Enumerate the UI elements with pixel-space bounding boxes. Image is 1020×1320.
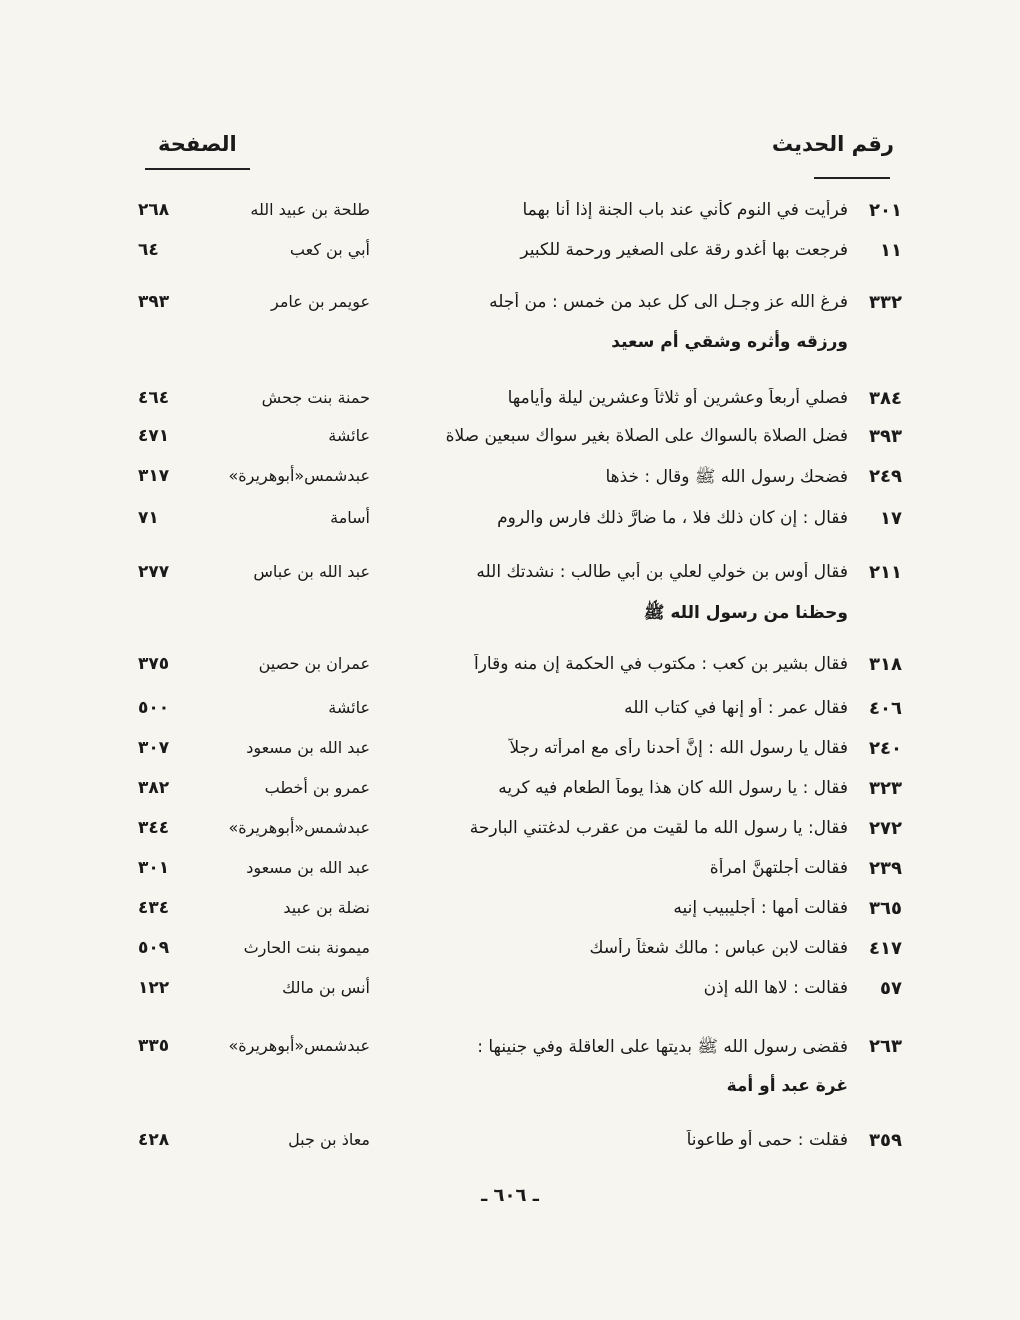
page-reference: ٢٧٧ — [138, 562, 170, 582]
page-reference: ٧١ — [138, 508, 159, 528]
hadith-text: فقال يا رسول الله : إنَّ أحدنا رأى مع امرأته رجلاً — [509, 738, 848, 758]
narrator-name: عبد الله بن مسعود — [246, 738, 370, 757]
hadith-text: فقلت : حمى أو طاعوناً — [686, 1130, 848, 1150]
hadith-number: ٥٧ — [880, 978, 902, 999]
index-entry — [0, 654, 1020, 698]
page-reference: ١٢٢ — [138, 978, 170, 998]
page-heading: الصفحة — [158, 132, 237, 156]
index-entry — [0, 698, 1020, 742]
page-reference: ٤٦٤ — [138, 388, 170, 408]
narrator-name: معاذ بن جبل — [288, 1130, 370, 1149]
page-reference: ٤٢٨ — [138, 1130, 170, 1150]
narrator-name: عائشة — [328, 698, 370, 717]
index-entry — [0, 1130, 1020, 1174]
narrator-name: عبدشمس«أبوهريرة» — [228, 466, 370, 485]
page-reference: ٤٣٤ — [138, 898, 170, 918]
hadith-text: فقالت أمها : أجليبيب إنيه — [673, 898, 848, 918]
hadith-text: فقالت أجلتهنَّ امرأة — [709, 858, 848, 878]
index-entry — [0, 978, 1020, 1022]
index-entry — [0, 938, 1020, 982]
page-reference: ٥٠٠ — [138, 698, 170, 718]
narrator-name: نضلة بن عبيد — [283, 898, 370, 917]
narrator-name: أبي بن كعب — [289, 240, 370, 259]
hadith-text: فصلي أربعاً وعشرين أو ثلاثاً وعشرين ليلة وأيامها — [507, 388, 848, 408]
hadith-number: ٣٢٣ — [869, 778, 902, 799]
hadith-text: فقال: يا رسول الله ما لقيت من عقرب لدغتني البارحة — [469, 818, 848, 838]
hadith-text: فقالت لابن عباس : مالك شعثاً رأسك — [589, 938, 848, 958]
hadith-text: فقال عمر : أو إنها في كتاب الله — [624, 698, 848, 718]
index-entry — [0, 292, 1020, 352]
hadith-number: ٢٤٩ — [869, 466, 902, 487]
page-reference: ٦٤ — [138, 240, 159, 260]
narrator-name: طلحة بن عبيد الله — [250, 200, 370, 219]
hadith-number: ١١ — [880, 240, 902, 261]
hadith-number: ٣٣٢ — [869, 292, 902, 313]
hadith-text: فقال : يا رسول الله كان هذا يوماً الطعام فيه كريه — [498, 778, 848, 798]
narrator-name: أسامة — [330, 508, 370, 527]
index-entry — [0, 898, 1020, 942]
narrator-name: عبدشمس«أبوهريرة» — [228, 1036, 370, 1055]
hadith-number-heading: رقم الحديث — [771, 132, 894, 156]
index-entry — [0, 508, 1020, 552]
index-entry — [0, 466, 1020, 510]
page-reference: ٣٩٣ — [138, 292, 170, 312]
hadith-text: فرجعت بها أغدو رقة على الصغير ورحمة للكبير — [520, 240, 848, 260]
hadith-number: ١٧ — [880, 508, 902, 529]
hadith-text: فقضى رسول الله ﷺ بديتها على العاقلة وفي جنينها : — [477, 1037, 848, 1057]
hadith-text: فضل الصلاة بالسواك على الصلاة بغير سواك سبعين صلاة — [445, 426, 848, 446]
heading-underline-right — [814, 177, 890, 179]
hadith-text: فرأيت في النوم كأني عند باب الجنة إذا أنا بهما — [522, 200, 848, 220]
narrator-name: أنس بن مالك — [282, 978, 370, 997]
hadith-text: فقال بشير بن كعب : مكتوب في الحكمة إن منه وقاراً — [473, 654, 848, 674]
hadith-number: ٢١١ — [869, 562, 902, 583]
hadith-number: ٢٧٢ — [869, 818, 902, 839]
hadith-number: ٤٠٦ — [869, 698, 902, 719]
narrator-name: عويمر بن عامر — [271, 292, 370, 311]
index-entry — [0, 818, 1020, 862]
index-entry — [0, 200, 1020, 244]
hadith-number: ٣٨٤ — [869, 388, 902, 409]
page-reference: ٣١٧ — [138, 466, 170, 486]
hadith-number: ٢٠١ — [869, 200, 902, 221]
hadith-text: فرغ الله عز وجـل الى كل عبد من خمس : من أجله — [489, 292, 848, 312]
page-number: ـ ٦٠٦ ـ — [481, 1185, 539, 1206]
hadith-number: ٢٣٩ — [869, 858, 902, 879]
page-reference: ٣٧٥ — [138, 654, 170, 674]
hadith-number: ٣١٨ — [869, 654, 902, 675]
hadith-number: ٤١٧ — [869, 938, 902, 959]
index-entry — [0, 858, 1020, 902]
heading-underline-left — [145, 168, 250, 170]
hadith-text: فقال أوس بن خولي لعلي بن أبي طالب : نشدتك الله — [476, 562, 848, 582]
narrator-name: عبد الله بن مسعود — [246, 858, 370, 877]
hadith-number: ٣٦٥ — [869, 898, 902, 919]
page-reference: ٥٠٩ — [138, 938, 170, 958]
hadith-text-continuation: وحظنا من رسول الله ﷺ — [643, 603, 848, 623]
hadith-text: فقالت : لاها الله إذن — [703, 978, 848, 998]
index-entry — [0, 562, 1020, 623]
narrator-name: حمنة بنت جحش — [261, 388, 370, 407]
page-reference: ٣٠١ — [138, 858, 170, 878]
hadith-text-continuation: ورزقه وأثره وشقي أم سعيد — [611, 332, 848, 352]
index-entry — [0, 778, 1020, 822]
index-entry — [0, 738, 1020, 782]
narrator-name: ميمونة بنت الحارث — [243, 938, 370, 957]
hadith-text: فقال : إن كان ذلك فلا ، ما ضارَّ ذلك فارس والروم — [497, 508, 848, 528]
hadith-number: ٣٥٩ — [869, 1130, 902, 1151]
narrator-name: عمران بن حصين — [258, 654, 370, 673]
index-entry — [0, 426, 1020, 470]
page-reference: ٣٤٤ — [138, 818, 170, 838]
index-entry — [0, 240, 1020, 284]
page-reference: ٣٨٢ — [138, 778, 170, 798]
narrator-name: عائشة — [328, 426, 370, 445]
page-reference: ٢٦٨ — [138, 200, 170, 220]
index-entry — [0, 1036, 1020, 1096]
hadith-text: فضحك رسول الله ﷺ وقال : خذها — [605, 467, 848, 487]
hadith-number: ٢٤٠ — [869, 738, 902, 759]
hadith-text-continuation: غرة عبد أو أمة — [726, 1076, 848, 1096]
narrator-name: عبد الله بن عباس — [253, 562, 370, 581]
hadith-number: ٢٦٣ — [869, 1036, 902, 1057]
narrator-name: عبدشمس«أبوهريرة» — [228, 818, 370, 837]
hadith-number: ٣٩٣ — [869, 426, 902, 447]
narrator-name: عمرو بن أخطب — [264, 778, 370, 797]
page-reference: ٣٠٧ — [138, 738, 170, 758]
page-reference: ٤٧١ — [138, 426, 170, 446]
page-reference: ٣٣٥ — [138, 1036, 170, 1056]
